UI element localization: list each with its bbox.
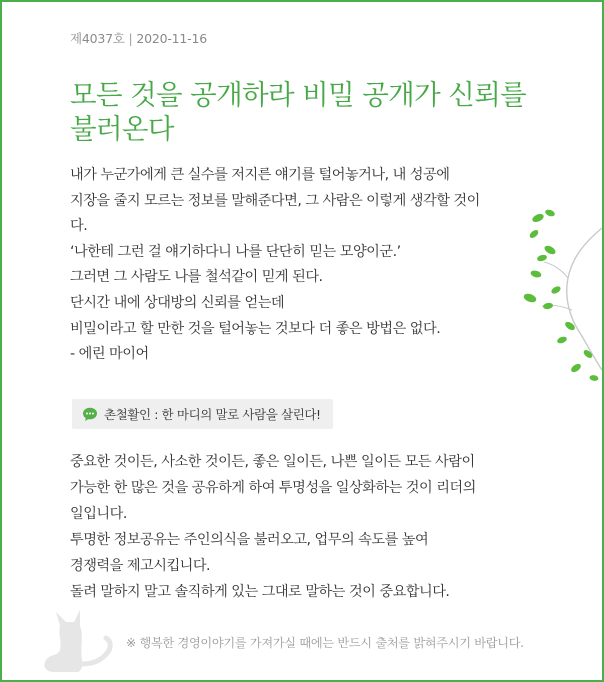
- commentary-line: 일입니다.: [70, 506, 127, 522]
- quote-line: 비밀이라고 할 만한 것을 털어놓는 것보다 더 좋은 방법은 없다.: [70, 320, 441, 337]
- article-meta: [70, 29, 207, 47]
- speech-bubble-icon: [82, 406, 98, 422]
- quote-line: 단시간 내에 상대방의 신뢰를 얻는데: [70, 294, 285, 311]
- comment-badge-text: 촌철활인 : 한 마디의 말로 사람을 살린다!: [104, 407, 321, 422]
- commentary-line: 가능한 한 많은 것을 공유하게 하여 투명성을 일상화하는 것이 리더의: [70, 480, 476, 496]
- cat-silhouette-icon: [36, 604, 116, 674]
- leaf-vine-icon: [522, 198, 602, 388]
- copyright-notice: ※ 행복한 경영이야기를 가져가실 때에는 반드시 출처를 밝혀주시기 바랍니다.: [126, 636, 524, 650]
- commentary-line: 중요한 것이든, 사소한 것이든, 좋은 일이든, 나쁜 일이든 모든 사람이: [70, 454, 475, 470]
- commentary-line: 투명한 정보공유는 주인의식을 불러오고, 업무의 속도를 높여: [70, 532, 429, 548]
- comment-badge: [72, 399, 333, 429]
- commentary-line: 돌려 말하지 말고 솔직하게 있는 그대로 말하는 것이 중요합니다.: [70, 584, 450, 600]
- commentary-line: 경쟁력을 제고시킵니다.: [70, 558, 211, 574]
- quote-line: 내가 누군가에게 큰 실수를 저지른 얘기를 털어놓거나, 내 성공에: [70, 167, 450, 183]
- article-title: 모든 것을 공개하라 비밀 공개가 신뢰를 불러온다: [70, 79, 527, 145]
- meta-separator: |: [128, 31, 133, 46]
- quote-author: - 에린 마이어: [70, 346, 149, 363]
- quote-line: 그러면 그 사람도 나를 철석같이 믿게 된다.: [70, 269, 323, 286]
- quote-block: [70, 163, 530, 368]
- quote-line: 지장을 줄지 모르는 정보를 말해준다면, 그 사람은 이렇게 생각할 것이: [70, 192, 480, 209]
- issue-number: 제4037호: [70, 31, 125, 46]
- commentary-block: [70, 449, 530, 605]
- quote-line: ‘나한테 그런 걸 얘기하다니 나를 단단히 믿는 모양이군.’: [70, 243, 401, 260]
- publish-date: 2020-11-16: [136, 31, 207, 46]
- quote-line: 다.: [70, 218, 88, 235]
